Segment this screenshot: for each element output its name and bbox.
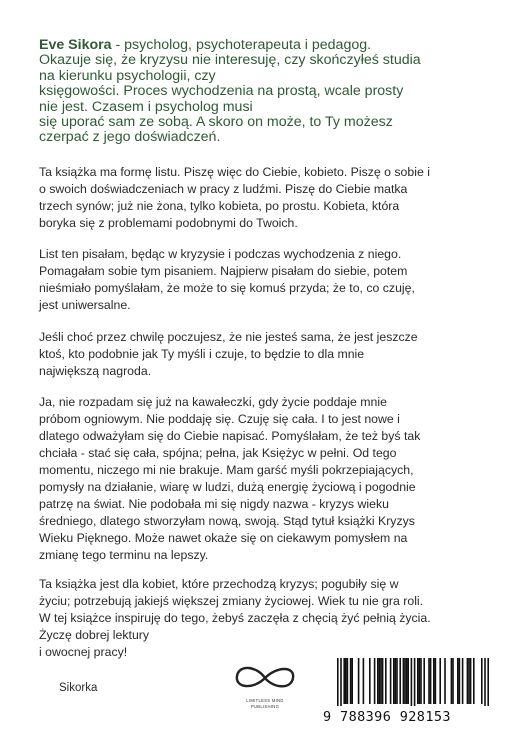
barcode-bar [419, 658, 421, 704]
barcode-bar [406, 658, 408, 704]
paragraph-line: trzech synów; już nie żona, tylko kobieta, po prostu. Kobieta, która [39, 199, 400, 213]
barcode-bar [433, 658, 435, 704]
barcode-bar [462, 658, 464, 704]
paragraph-line: nieśmiało pomyślałam, że może to się komuś przyda; że to, co czuję, [39, 281, 415, 295]
barcode-bar [444, 658, 446, 704]
paragraph-whole [39, 394, 499, 564]
barcode-bar [467, 658, 469, 704]
barcode-bar [473, 658, 475, 704]
barcode-bar [404, 658, 406, 704]
barcode-bar [420, 658, 422, 704]
barcode-bar [439, 658, 441, 704]
paragraph-line: życiu; potrzebują jakiejś większej zmiany życiowej. Wiek tu nie gra roli. [39, 594, 424, 608]
paragraph-line: i owocnej pracy! [39, 645, 128, 659]
barcode-bar [345, 658, 347, 704]
barcode-bar [337, 658, 339, 706]
paragraph-line: chciała - stać się cała, spójna; pełna, jak Księżyc w pełni. Od tego [39, 446, 397, 460]
publisher-logo [229, 658, 301, 718]
intro-line-1 [39, 38, 509, 53]
publisher-name: LIMITLESS MIND [246, 698, 284, 703]
paragraph-line: Jeśli choć przez chwilę poczujesz, że nie jesteś sama, że jest jeszcze [39, 330, 418, 344]
isbn-barcode [323, 658, 503, 730]
barcode-bar [396, 658, 398, 704]
paragraph-line: Ja, nie rozpadam się już na kawałeczki, gdy życie poddaje mnie [39, 395, 387, 409]
paragraph-line: Wieku Pięknego. Może nawet okaże się on ciekawym pomysłem na [39, 531, 408, 545]
intro-line-3: na kierunku psychologii, czy [39, 67, 216, 84]
barcode-bar [414, 658, 416, 706]
barcode-bar [395, 658, 397, 704]
paragraph-line: największą nagroda. [39, 364, 152, 378]
paragraph-line: jest uniwersalne. [39, 298, 131, 312]
barcode-bar [430, 658, 432, 704]
barcode-bar [374, 658, 376, 704]
barcode-bar [428, 658, 430, 704]
barcode-bar [423, 658, 425, 704]
paragraph-line: boryka się z problemami podobnymi do Twoich. [39, 216, 298, 230]
barcode-bar [403, 658, 405, 704]
barcode-bar [407, 658, 409, 704]
barcode-bar [435, 658, 437, 704]
barcode-bar [411, 658, 413, 706]
author-name: Eve Sikora [39, 37, 112, 53]
intro-line-6: się uporać sam ze sobą. A skoro on może, to Ty możesz [39, 114, 393, 131]
barcode-bar [417, 658, 419, 704]
barcode-bar [343, 658, 345, 704]
barcode-bar [484, 658, 486, 706]
paragraph-line: patrzę na świat. Nie podobała mi się nigdy nazwa - kryzys wieku [39, 497, 389, 511]
barcode-bar [399, 658, 401, 704]
barcode-bar [481, 658, 483, 704]
barcode-bar [385, 658, 387, 704]
barcode-bar [380, 658, 382, 704]
infinity-logo-icon [229, 658, 301, 698]
intro-line-5: nie jest. Czasem i psycholog musi [39, 98, 253, 115]
barcode-bar [452, 658, 454, 704]
paragraph-line: momentu, niczego mi nie brakuje. Mam garść myśli pokrzepiających, [39, 463, 414, 477]
barcode-bar [390, 658, 392, 704]
paragraph-line: W tej książce inspiruję do tego, żebyś zaczęła z chęcią żyć pełnią życia. [39, 611, 431, 625]
paragraph-crisis [39, 246, 499, 314]
barcode-bar [487, 658, 489, 706]
barcode-bar [470, 658, 472, 704]
barcode-bar [457, 658, 459, 704]
intro-line-2: Okazuje się, że kryzysu nie interesuję, czy skończyłeś studia [39, 52, 421, 69]
intro-line-4: księgowości. Proces wychodzenia na prostą, wcale prosty [39, 83, 404, 100]
paragraph-reward [39, 329, 499, 380]
barcode-bars [323, 658, 503, 706]
barcode-bar [459, 658, 461, 704]
paragraph-for-women [39, 576, 499, 661]
barcode-bar [340, 658, 342, 706]
paragraph-line: dlatego odważyłam się do Ciebie napisać. Pomyślałam, że też byś tak [39, 429, 421, 443]
barcode-bar [379, 658, 381, 704]
barcode-bar [451, 658, 453, 704]
paragraph-line: pomysły na działanie, wiarę w ludzi, dużą energię życiową i pogodnie [39, 480, 416, 494]
publisher-subtitle: PUBLISHING [250, 704, 280, 709]
paragraph-line: Pomagałam sobie tym pisaniem. Najpierw pisałam do siebie, potem [39, 264, 408, 278]
paragraph-line: zmianę tego terminu na lepszy. [39, 548, 209, 562]
paragraph-line: List ten pisałam, będąc w kryzysie i podczas wychodzenia z niego. [39, 247, 402, 261]
paragraph-line: średniego, dlatego stworzyłam nową, swoją. Stąd tytuł książki Kryzys [39, 514, 415, 528]
paragraph-line: Ta książka jest dla kobiet, które przechodzą kryzys; pogubiły się w [39, 577, 399, 591]
paragraph-line: Ta książka ma formę listu. Piszę więc do Ciebie, kobieto. Piszę o sobie i [39, 165, 430, 179]
barcode-bar [369, 658, 371, 704]
barcode-bar [377, 658, 379, 704]
barcode-bar [468, 658, 470, 704]
barcode-bar [382, 658, 384, 704]
paragraph-line: Życzę dobrej lektury [39, 628, 150, 642]
intro-line-text: - psycholog, psychoterapeuta i pedagog. [111, 37, 372, 53]
barcode-bar [350, 658, 352, 704]
signature: Sikorka [59, 682, 98, 694]
paragraph-line: próbom ogniowym. Nie poddaję się. Czuję się cała. I to jest nowe i [39, 412, 400, 426]
barcode-bar [358, 658, 360, 704]
barcode-bar [347, 658, 349, 704]
paragraph-letter-form [39, 164, 499, 232]
intro-line-7: czerpać z jego doświadczeń. [39, 129, 221, 146]
barcode-bar [351, 658, 353, 704]
barcode-bar [363, 658, 365, 704]
author-intro [39, 38, 509, 146]
paragraph-line: ktoś, kto podobnie jak Ty myśli i czuje, to będzie to dla mnie [39, 347, 365, 361]
isbn-number: 9 788396 928153 [323, 709, 451, 725]
paragraph-line: o swoich doświadczeniach w pracy z ludźmi. Piszę do Ciebie matka [39, 182, 408, 196]
barcode-bar [393, 658, 395, 704]
